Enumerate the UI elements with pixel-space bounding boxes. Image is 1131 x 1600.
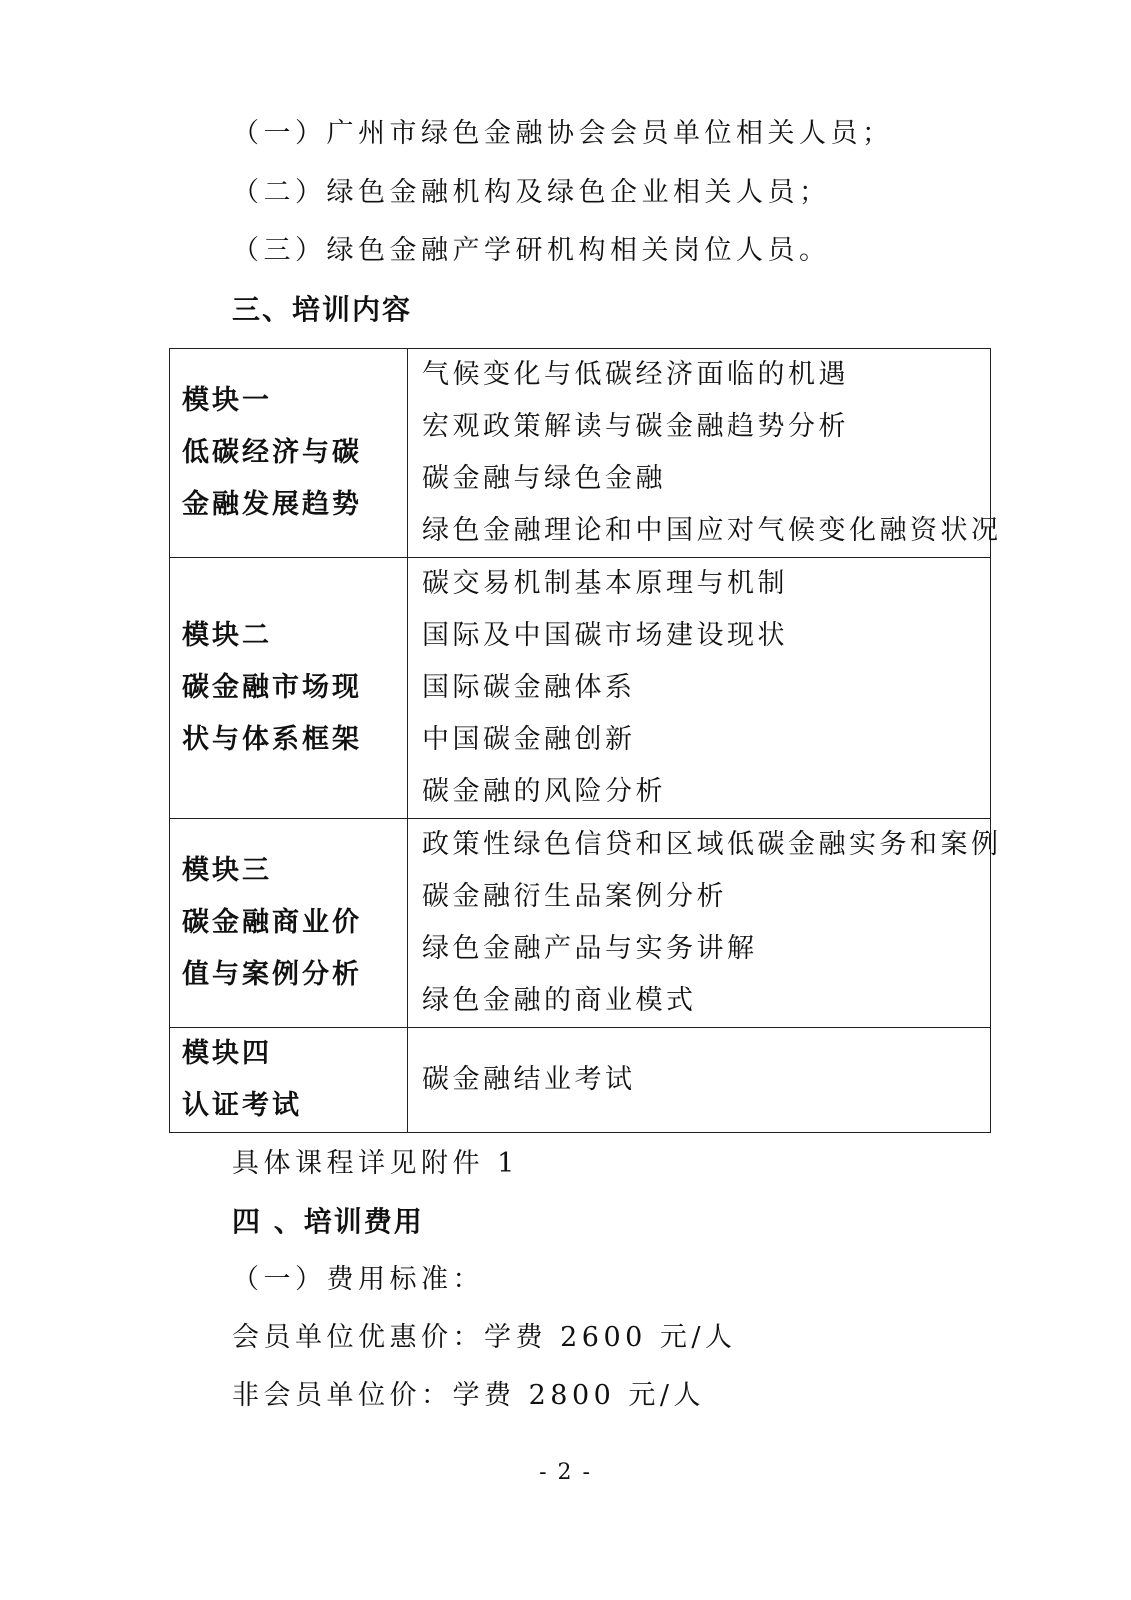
module-name-line: 低碳经济与碳 — [182, 437, 362, 468]
module-name-line: 模块一 — [182, 385, 272, 416]
module-name-line: 金融发展趋势 — [182, 489, 362, 520]
module-name-line: 模块三 — [182, 855, 272, 886]
module-name-cell — [170, 349, 408, 558]
topic-item: 绿色金融理论和中国应对气候变化融资状况 — [422, 515, 1002, 546]
module-name-line: 认证考试 — [182, 1090, 302, 1121]
topic-item: 中国碳金融创新 — [422, 724, 636, 755]
course-note: 具体课程详见附件 1 — [232, 1148, 519, 1179]
intro-item: （一）广州市绿色金融协会会员单位相关人员； — [232, 118, 894, 149]
module-row — [170, 819, 991, 1028]
module-name-line: 模块四 — [182, 1038, 272, 1069]
module-topics-cell — [408, 558, 991, 819]
topic-item: 宏观政策解读与碳金融趋势分析 — [422, 411, 849, 442]
topic-item: 绿色金融的商业模式 — [422, 985, 697, 1016]
topic-item: 国际及中国碳市场建设现状 — [422, 620, 788, 651]
nonmember-price: 非会员单位价：学费 2800 元/人 — [232, 1380, 705, 1411]
module-name-line: 状与体系框架 — [182, 724, 362, 755]
module-name-line: 碳金融市场现 — [182, 672, 362, 703]
module-name-cell — [170, 819, 408, 1028]
topic-item: 碳金融衍生品案例分析 — [422, 881, 727, 912]
module-name-line: 值与案例分析 — [182, 959, 362, 990]
intro-item: （三）绿色金融产学研机构相关岗位人员。 — [232, 235, 831, 266]
module-name-cell — [170, 1028, 408, 1133]
module-name-cell — [170, 558, 408, 819]
module-topics-cell — [408, 819, 1002, 1028]
module-topics-cell — [408, 1028, 991, 1133]
fee-standard-label: （一）费用标准： — [232, 1264, 484, 1295]
intro-item: （二）绿色金融机构及绿色企业相关人员； — [232, 177, 831, 208]
topic-item: 气候变化与低碳经济面临的机遇 — [422, 359, 849, 390]
module-row — [170, 349, 991, 558]
topic-item: 碳交易机制基本原理与机制 — [422, 568, 788, 599]
module-name-line: 碳金融商业价 — [182, 907, 362, 938]
curriculum-table — [169, 348, 1002, 1133]
module-row — [170, 1028, 991, 1133]
topic-item: 碳金融与绿色金融 — [422, 463, 666, 494]
topic-item: 国际碳金融体系 — [422, 672, 636, 703]
module-name-line: 模块二 — [182, 620, 272, 651]
topic-item: 绿色金融产品与实务讲解 — [422, 933, 758, 964]
section-heading-training-content: 三、培训内容 — [232, 293, 413, 326]
module-topics-cell — [408, 349, 1002, 558]
section-heading-training-fees: 四 、培训费用 — [232, 1205, 424, 1238]
module-row — [170, 558, 991, 819]
member-price: 会员单位优惠价：学费 2600 元/人 — [232, 1322, 737, 1353]
topic-item: 碳金融结业考试 — [422, 1064, 636, 1095]
topic-item: 碳金融的风险分析 — [422, 776, 666, 807]
page-number: - 2 - — [539, 1460, 592, 1485]
topic-item: 政策性绿色信贷和区域低碳金融实务和案例 — [422, 829, 1002, 860]
